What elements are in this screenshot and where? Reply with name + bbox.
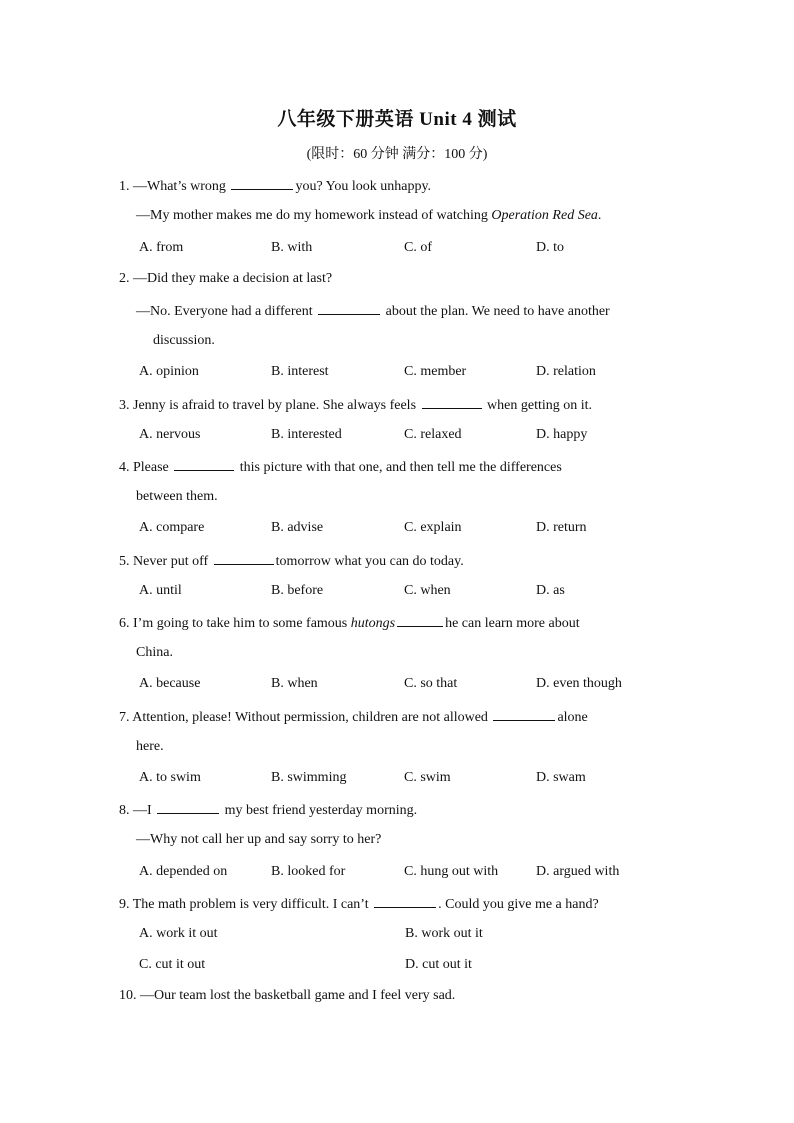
question-number: 1. (119, 179, 130, 194)
answer-blank (318, 300, 380, 315)
option-b: B. when (271, 676, 318, 691)
option-b: B. advise (271, 520, 324, 535)
option-c: C. of (404, 240, 432, 255)
answer-blank (422, 394, 482, 409)
question-text: —Did they make a decision at last? (133, 271, 333, 286)
question-text-italic: hutongs (350, 616, 396, 631)
question-text: The math problem is very difficult. I can’t (132, 897, 373, 912)
question-text: tomorrow what you can do today. (275, 554, 464, 569)
option-b: B. interest (271, 364, 329, 379)
answer-blank (157, 799, 219, 814)
option-a: A. opinion (139, 364, 199, 379)
answer-blank (214, 550, 274, 565)
option-d: D. relation (536, 364, 596, 379)
question-2 (119, 269, 332, 289)
answer-blank (493, 706, 555, 721)
answer-blank (397, 612, 443, 627)
option-d: D. happy (536, 427, 588, 442)
question-text: —What’s wrong (133, 179, 230, 194)
question-text-italic: Operation Red Sea (491, 208, 598, 223)
page-title: 八年级下册英语 Unit 4 测试 (277, 109, 517, 130)
question-text: my best friend yesterday morning. (221, 803, 418, 818)
option-c: C. swim (404, 770, 451, 785)
option-c: C. member (404, 364, 467, 379)
question-text: when getting on it. (483, 398, 593, 413)
option-d: D. as (536, 583, 565, 598)
question-number: 6. (119, 616, 130, 631)
answer-blank (174, 456, 234, 471)
question-10 (119, 986, 455, 1006)
option-c: C. so that (404, 676, 458, 691)
question-text: you? You look unhappy. (295, 179, 432, 194)
option-a: A. work it out (139, 926, 218, 941)
question-6 (119, 612, 580, 634)
page-subtitle: (限时：60 分钟 满分：100 分) (306, 147, 488, 162)
option-a: A. until (139, 583, 182, 598)
option-c: C. explain (404, 520, 462, 535)
question-text: . (597, 208, 602, 223)
answer-blank (374, 893, 436, 908)
option-a: A. because (139, 676, 201, 691)
question-8-line-2: —Why not call her up and say sorry to her? (136, 832, 382, 847)
question-number: 3. (119, 398, 130, 413)
question-text: alone (557, 710, 588, 725)
question-text: —Our team lost the basketball game and I feel very sad. (140, 988, 456, 1003)
option-b: B. interested (271, 427, 342, 442)
question-text: he can learn more about (445, 616, 580, 631)
question-number: 8. (119, 803, 130, 818)
question-4-line-2: between them. (136, 489, 218, 504)
question-text: Never put off (133, 554, 212, 569)
question-text: this picture with that one, and then tell me the differences (236, 460, 562, 475)
question-text: Jenny is afraid to travel by plane. She always feels (133, 398, 420, 413)
question-4 (119, 456, 562, 478)
question-5 (119, 550, 464, 572)
option-b: B. with (271, 240, 313, 255)
option-c: C. when (404, 583, 451, 598)
option-a: A. to swim (139, 770, 201, 785)
question-text: I’m going to take him to some famous (133, 616, 351, 631)
question-number: 9. (119, 897, 130, 912)
question-2-line-3: discussion. (153, 333, 215, 348)
question-number: 7. (119, 710, 130, 725)
option-b: B. swimming (271, 770, 347, 785)
question-7-line-2: here. (136, 739, 164, 754)
option-b: B. before (271, 583, 324, 598)
question-1 (119, 175, 431, 197)
option-a: A. compare (139, 520, 205, 535)
question-text: —No. Everyone had a different (136, 304, 317, 319)
option-c: C. relaxed (404, 427, 462, 442)
option-a: A. depended on (139, 864, 228, 879)
question-text: —My mother makes me do my homework instead of watching (136, 208, 492, 223)
option-d: D. cut out it (405, 957, 472, 972)
answer-blank (231, 175, 293, 190)
option-d: D. argued with (536, 864, 620, 879)
option-a: A. nervous (139, 427, 201, 442)
question-9 (119, 893, 599, 915)
question-number: 2. (119, 271, 130, 286)
question-number: 4. (119, 460, 130, 475)
question-7 (119, 706, 588, 728)
question-text: Please (133, 460, 173, 475)
question-text: about the plan. We need to have another (382, 304, 610, 319)
question-number: 10. (119, 988, 137, 1003)
option-c: C. hung out with (404, 864, 499, 879)
option-c: C. cut it out (139, 957, 206, 972)
option-d: D. swam (536, 770, 586, 785)
option-d: D. even though (536, 676, 622, 691)
question-3 (119, 394, 592, 416)
option-d: D. to (536, 240, 564, 255)
question-8 (119, 799, 417, 821)
question-text: —I (133, 803, 156, 818)
option-b: B. looked for (271, 864, 346, 879)
option-b: B. work out it (405, 926, 483, 941)
question-1-line-2 (136, 206, 601, 226)
question-text: . Could you give me a hand? (438, 897, 599, 912)
option-d: D. return (536, 520, 587, 535)
question-text: Attention, please! Without permission, children are not allowed (132, 710, 492, 725)
question-number: 5. (119, 554, 130, 569)
question-6-line-2: China. (136, 645, 173, 660)
question-2-line-2 (136, 300, 610, 322)
option-a: A. from (139, 240, 184, 255)
